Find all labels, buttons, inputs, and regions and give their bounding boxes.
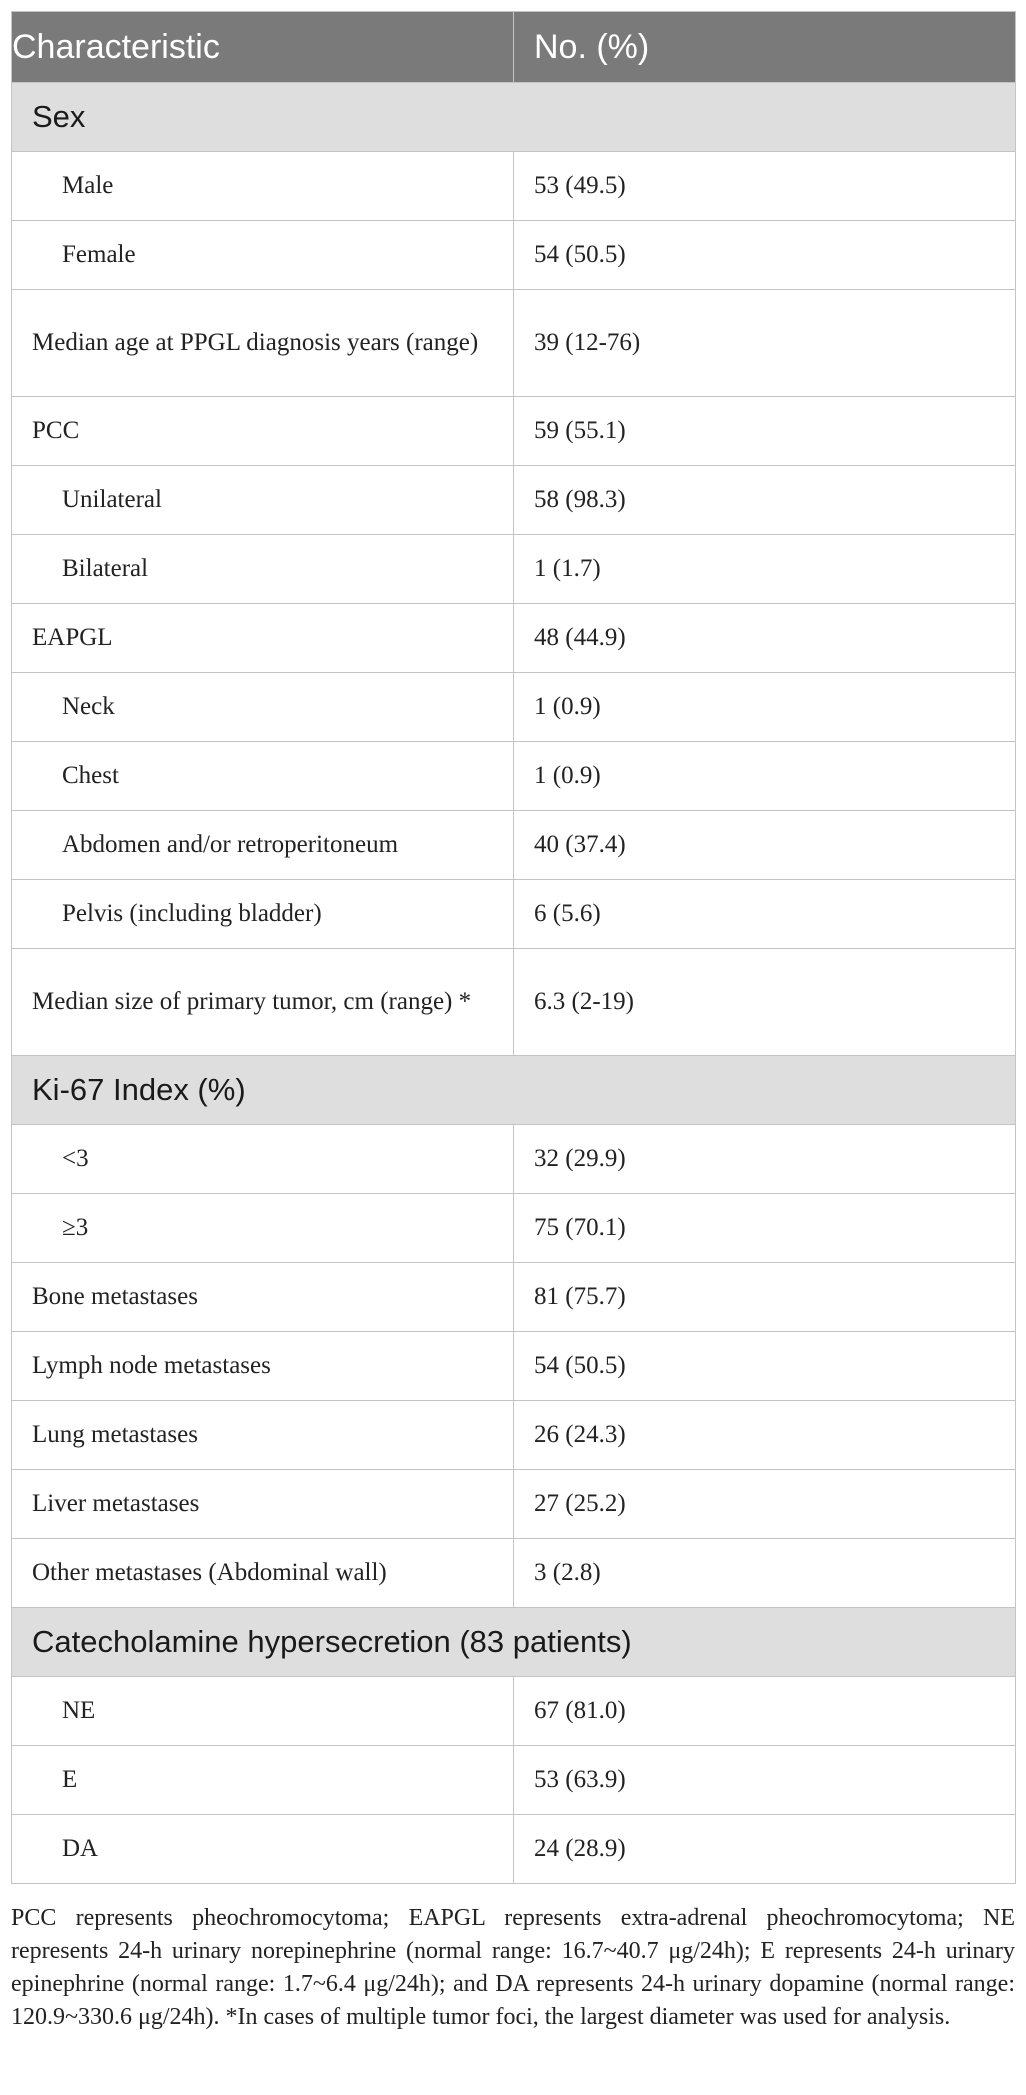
table-row [12,466,1016,535]
header-count-percent: No. (%) [514,12,1016,83]
section-header-row [12,83,1016,152]
characteristics-table [11,11,1016,1884]
row-label: NE [12,1677,514,1746]
row-value: 32 (29.9) [514,1125,1016,1194]
row-value: 54 (50.5) [514,221,1016,290]
row-label: Lymph node metastases [12,1332,514,1401]
row-value: 53 (49.5) [514,152,1016,221]
row-value: 75 (70.1) [514,1194,1016,1263]
section-label: Catecholamine hypersecretion (83 patients) [12,1608,1016,1677]
row-value: 48 (44.9) [514,604,1016,673]
row-label: Unilateral [12,466,514,535]
row-label: Male [12,152,514,221]
row-value: 39 (12-76) [514,290,1016,397]
row-label: Median age at PPGL diagnosis years (range) [12,290,514,397]
row-value: 27 (25.2) [514,1470,1016,1539]
table-row [12,604,1016,673]
row-value: 6 (5.6) [514,880,1016,949]
row-value: 53 (63.9) [514,1746,1016,1815]
row-value: 81 (75.7) [514,1263,1016,1332]
row-label: Bilateral [12,535,514,604]
row-label: ≥3 [12,1194,514,1263]
row-label: Liver metastases [12,1470,514,1539]
row-label: Neck [12,673,514,742]
table-row [12,811,1016,880]
table-row [12,1746,1016,1815]
row-label: Female [12,221,514,290]
row-value: 1 (0.9) [514,742,1016,811]
row-label: Pelvis (including bladder) [12,880,514,949]
section-label: Ki-67 Index (%) [12,1056,1016,1125]
row-value: 1 (0.9) [514,673,1016,742]
table-row [12,1263,1016,1332]
row-label: Chest [12,742,514,811]
table-row [12,221,1016,290]
table-row [12,152,1016,221]
table-row [12,535,1016,604]
table-body [12,83,1016,1884]
row-label: Bone metastases [12,1263,514,1332]
row-value: 26 (24.3) [514,1401,1016,1470]
row-label: EAPGL [12,604,514,673]
header-row [12,12,1016,83]
row-value: 1 (1.7) [514,535,1016,604]
table-footnote: PCC represents pheochromocytoma; EAPGL represents extra-adrenal pheochromocytoma; NE represents 24-h urinary norepinephrine (normal range: 16.7~40.7 μg/24h); E represents 24-h urinary epinephrine (normal range: 1.7~6.4 μg/24h); and DA represents 24-h urinary dopamine (normal range: 120.9~330.6 μg/24h). *In cases of multiple tumor foci, the largest diameter was used for analysis. [11,1905,1015,2030]
table-row [12,290,1016,397]
row-value: 59 (55.1) [514,397,1016,466]
table-row [12,880,1016,949]
table-row [12,673,1016,742]
table-row [12,742,1016,811]
table-row [12,1401,1016,1470]
table-row [12,949,1016,1056]
row-label: Lung metastases [12,1401,514,1470]
table-row [12,1470,1016,1539]
row-label: Abdomen and/or retroperitoneum [12,811,514,880]
table-row [12,397,1016,466]
row-value: 54 (50.5) [514,1332,1016,1401]
table-row [12,1539,1016,1608]
row-label: <3 [12,1125,514,1194]
table-row [12,1194,1016,1263]
section-header-row [12,1608,1016,1677]
row-value: 24 (28.9) [514,1815,1016,1884]
row-label: PCC [12,397,514,466]
row-label: Median size of primary tumor, cm (range) * [12,949,514,1056]
table-header [12,12,1016,83]
table-row [12,1677,1016,1746]
row-value: 67 (81.0) [514,1677,1016,1746]
row-label: Other metastases (Abdominal wall) [12,1539,514,1608]
row-value: 58 (98.3) [514,466,1016,535]
table-row [12,1332,1016,1401]
section-header-row [12,1056,1016,1125]
row-value: 40 (37.4) [514,811,1016,880]
section-label: Sex [12,83,1016,152]
table-row [12,1815,1016,1884]
row-label: DA [12,1815,514,1884]
row-value: 6.3 (2-19) [514,949,1016,1056]
table-row [12,1125,1016,1194]
row-value: 3 (2.8) [514,1539,1016,1608]
row-label: E [12,1746,514,1815]
header-characteristic: Characteristic [12,12,514,83]
